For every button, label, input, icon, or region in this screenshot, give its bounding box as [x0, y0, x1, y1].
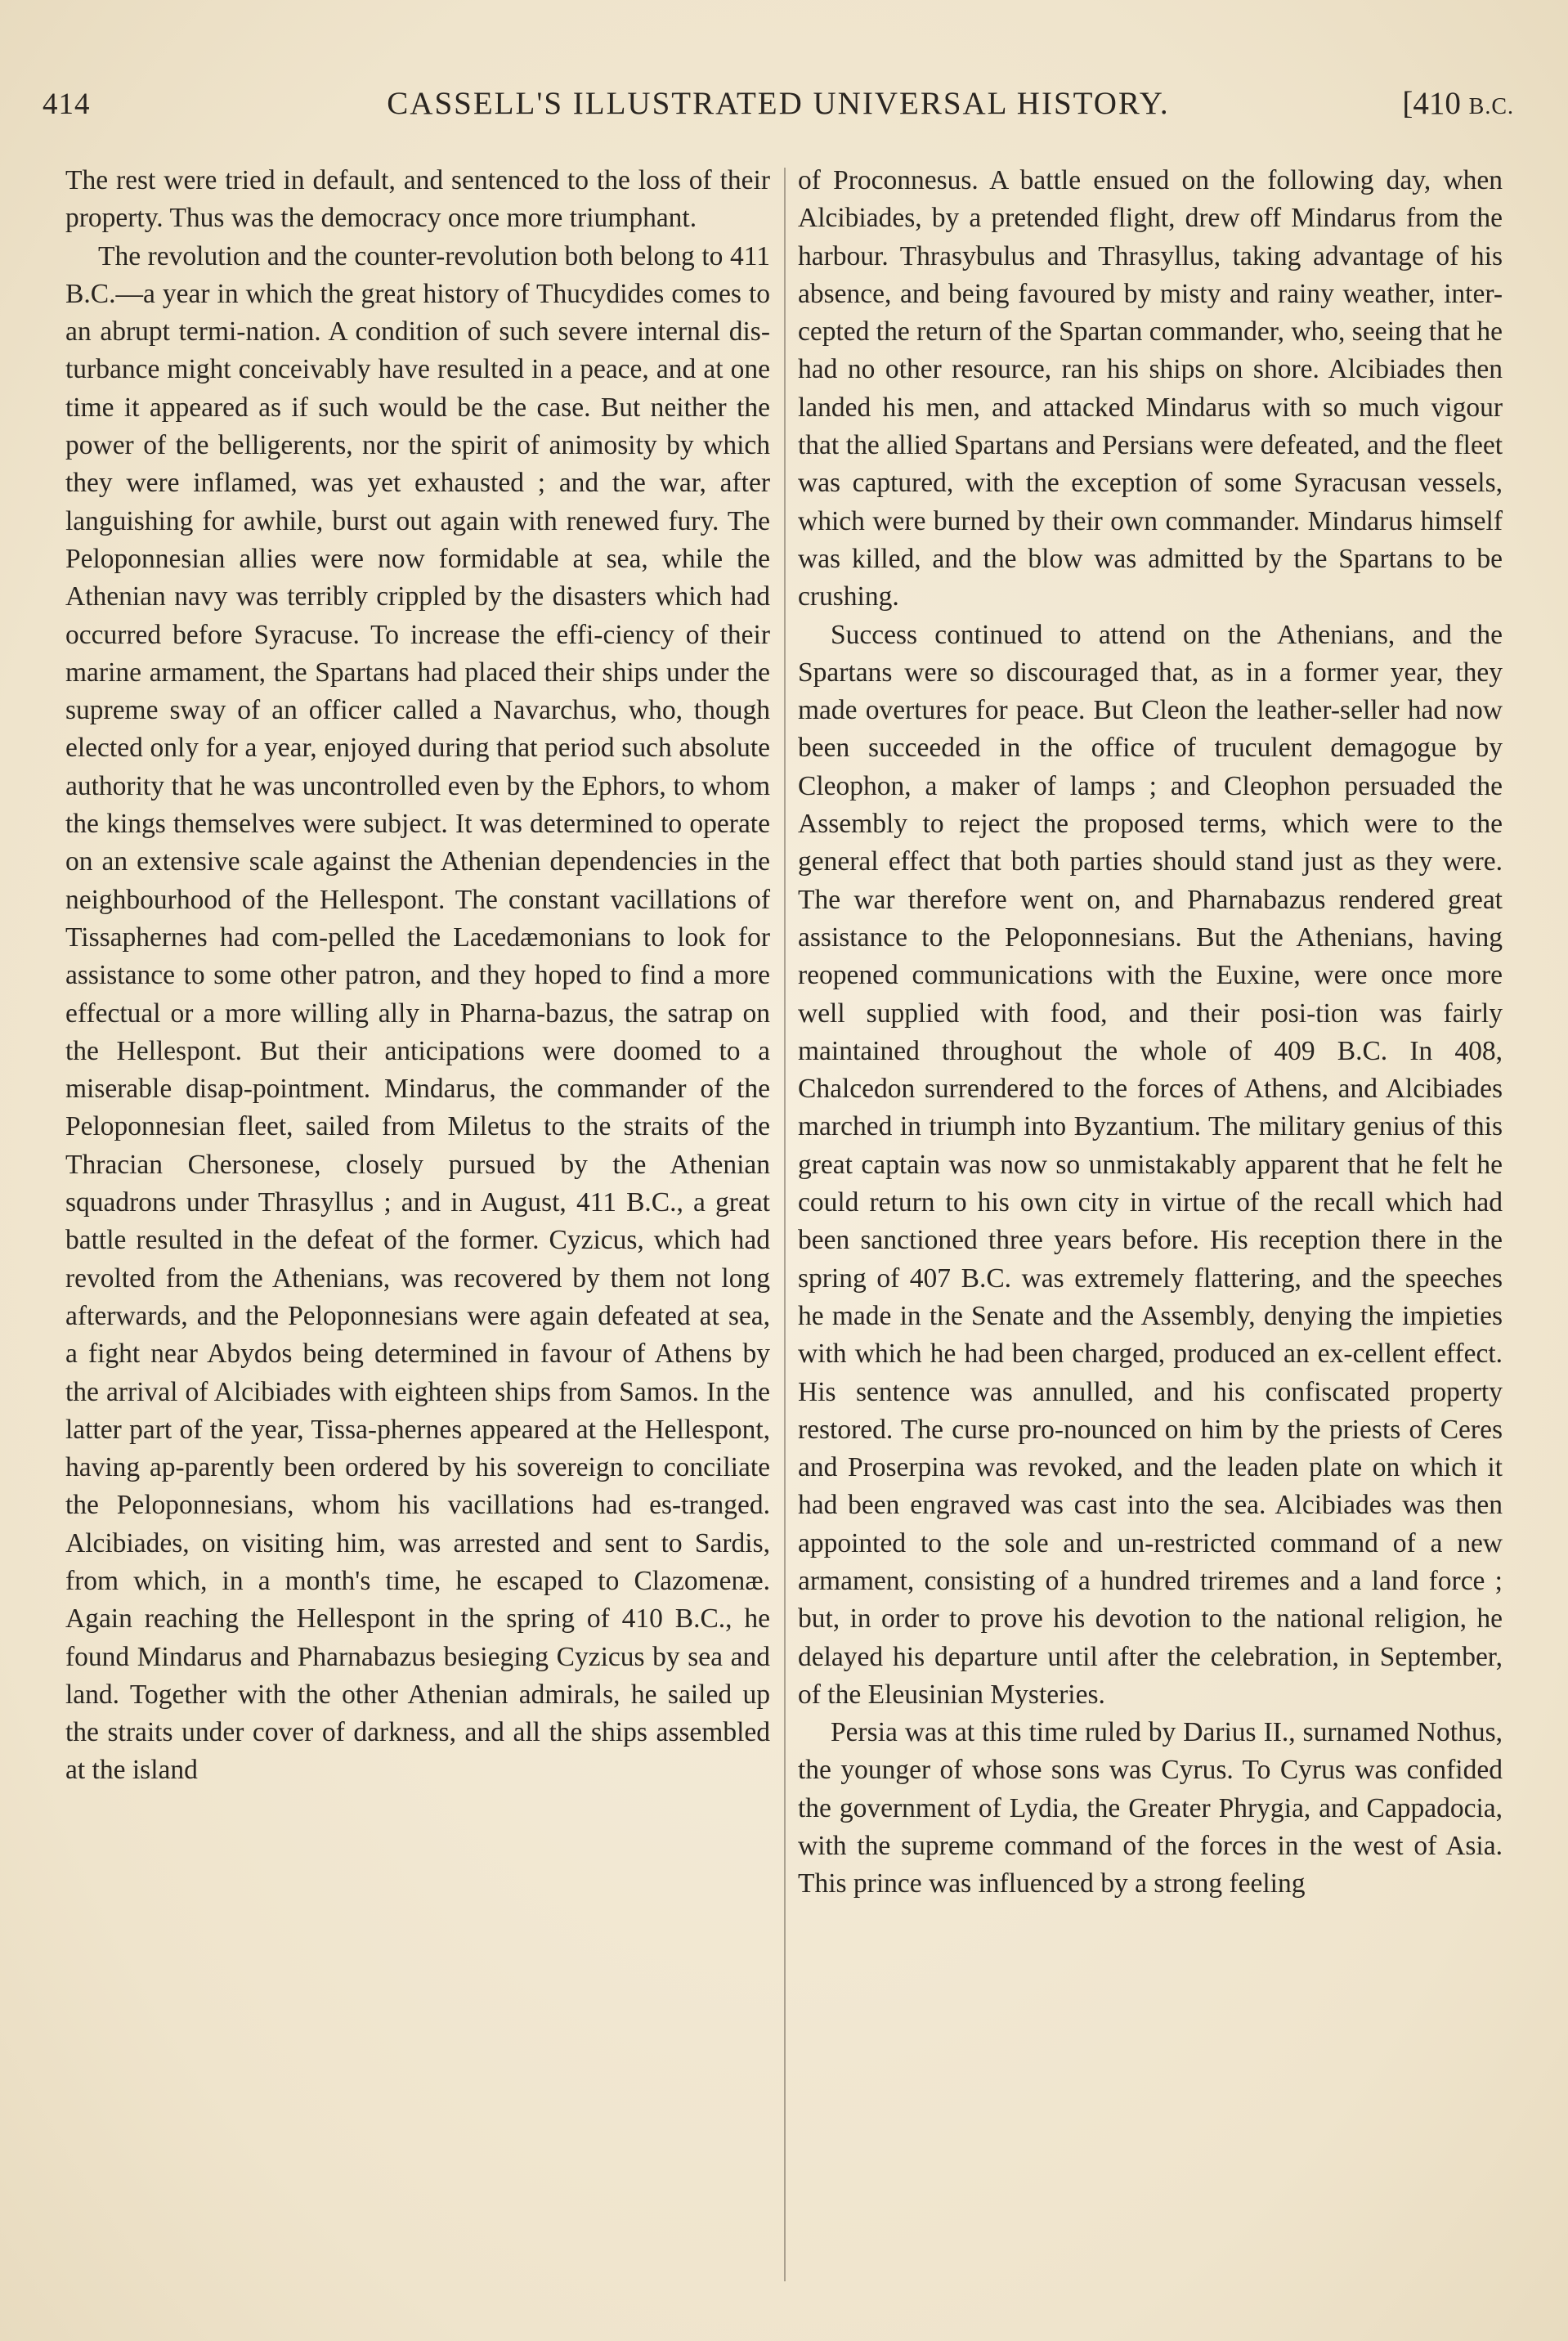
right-paragraph-3: Persia was at this time ruled by Darius II., surnamed Nothus, the younger of whose sons was Cyrus. To Cyrus was confided the government of Lydia, the Greater Phrygia, and Cappadocia, with the supreme command of the forces in the west of Asia. This prince was influenced by a strong feeling: [798, 1717, 1503, 1899]
date-mark: [1402, 85, 1514, 122]
column-divider: [784, 168, 786, 2281]
right-column: [798, 162, 1503, 1904]
date-era: B.C.: [1468, 94, 1514, 119]
left-paragraph-2: The revolution and the counter-revolution both belong to 411 B.C.—a year in which the great history of Thucydides comes to an abrupt termi-nation. A condition of such severe internal dis-turbance might conceivably have resulted in a peace, and at one time it appeared as if such would be the case. But neither the power of the belligerents, nor the spirit of animosity by which they were inflamed, was yet exhausted ; and the war, after languishing for awhile, burst out again with renewed fury. The Peloponnesian allies were now formidable at sea, while the Athenian navy was terribly crippled by the disasters which had occurred before Syracuse. To increase the effi-ciency of their marine armament, the Spartans had placed their ships under the supreme sway of an officer called a Navarchus, who, though elected only for a year, enjoyed during that period such absolute authority that he was uncontrolled even by the Ephors, to whom the kings themselves were subject. It was determined to operate on an extensive scale against the Athenian dependencies in the neighbourhood of the Hellespont. The constant vacillations of Tissaphernes had com-pelled the Lacedæmonians to look for assistance to some other patron, and they hoped to find a more effectual or a more willing ally in Pharna-bazus, the satrap on the Hellespont. But their anticipations were doomed to a miserable disap-pointment. Mindarus, the commander of the Peloponnesian fleet, sailed from Miletus to the straits of the Thracian Chersonese, closely pursued by the Athenian squadrons under Thrasyllus ; and in August, 411 B.C., a great battle resulted in the defeat of the former. Cyzicus, which had revolted from the Athenians, was recovered by them not long afterwards, and the Peloponnesians were again defeated at sea, a fight near Abydos being determined in favour of Athens by the arrival of Alcibiades with eighteen ships from Samos. In the latter part of the year, Tissa-phernes appeared at the Hellespont, having ap-parently been ordered by his sovereign to conciliate the Peloponnesians, whom his vacillations had es-tranged. Alcibiades, on visiting him, was arrested and sent to Sardis, from which, in a month's time, he escaped to Clazomenæ. Again reaching the Hellespont in the spring of 410 B.C., he found Mindarus and Pharnabazus besieging Cyzicus by sea and land. Together with the other Athenian admirals, he sailed up the straits under cover of darkness, and all the ships assembled at the island: [65, 240, 770, 1786]
right-paragraph-1: of Proconnesus. A battle ensued on the following day, when Alcibiades, by a pretended flight, drew off Mindarus from the harbour. Thrasybulus and Thrasyllus, taking advantage of his absence, and being favoured by misty and rainy weather, inter-cepted the return of the Spartan commander, who, seeing that he had no other resource, ran his ships on shore. Alcibiades then landed his men, and attacked Mindarus with so much vigour that the allied Spartans and Persians were defeated, and the fleet was captured, with the exception of some Syracusan vessels, which were burned by their own commander. Mindarus himself was killed, and the blow was admitted by the Spartans to be crushing.: [798, 165, 1503, 612]
left-column: [65, 162, 770, 1790]
running-title: CASSELL'S ILLUSTRATED UNIVERSAL HISTORY.: [387, 86, 1170, 121]
right-paragraph-2: Success continued to attend on the Athenians, and the Spartans were so discouraged that, as in a former year, they made overtures for peace. But Cleon the leather-seller had now been succeeded in the office of truculent demagogue by Cleophon, a maker of lamps ; and Cleophon persuaded the Assembly to reject the proposed terms, which were to the general effect that both parties should stand just as they were. The war therefore went on, and Pharnabazus rendered great assistance to the Peloponnesians. But the Athenians, having reopened communications with the Euxine, were once more well supplied with food, and their posi-tion was fairly maintained throughout the whole of 409 B.C. In 408, Chalcedon surrendered to the forces of Athens, and Alcibiades marched in triumph into Byzantium. The military genius of this great captain was now so unmistakably apparent that he felt he could return to his own city in virtue of the recall which had been sanctioned three years before. His reception there in the spring of 407 B.C. was extremely flattering, and the speeches he made in the Senate and the Assembly, denying the impieties with which he had been charged, produced an ex-cellent effect. His sentence was annulled, and his confiscated property restored. The curse pro-nounced on him by the priests of Ceres and Proserpina was revoked, and the leaden plate on which it had been engraved was cast into the sea. Alcibiades was then appointed to the sole and un-restricted command of a new armament, consisting of a hundred triremes and a land force ; but, in order to prove his devotion to the national religion, he delayed his departure until after the celebration, in September, of the Eleusinian Mysteries.: [798, 619, 1503, 1710]
page-header: [43, 80, 1514, 137]
date-bracket: [410: [1402, 86, 1461, 121]
left-paragraph-1: The rest were tried in default, and sentenced to the loss of their property. Thus was the democracy once more triumphant.: [65, 165, 770, 234]
page-number: 414: [43, 87, 91, 121]
